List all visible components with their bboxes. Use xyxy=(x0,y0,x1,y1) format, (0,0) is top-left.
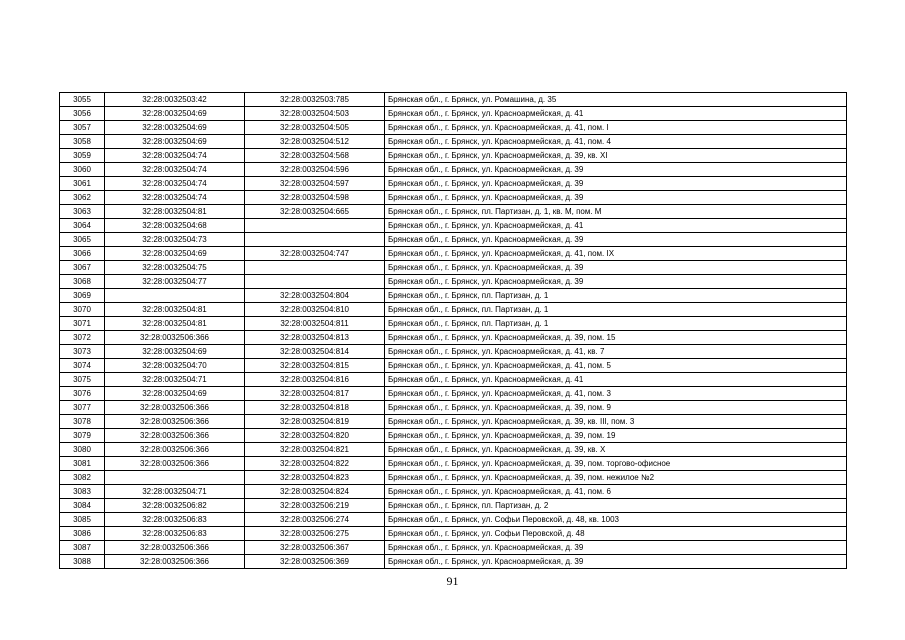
cadastral-number-cell: 32:28:0032504:512 xyxy=(245,135,385,149)
address-cell: Брянская обл., г. Брянск, пл. Партизан, д. 1, кв. М, пом. М xyxy=(385,205,847,219)
row-number-cell: 3063 xyxy=(60,205,105,219)
parent-cadastral-number-cell: 32:28:0032506:366 xyxy=(105,429,245,443)
address-cell: Брянская обл., г. Брянск, ул. Красноармейская, д. 41, пом. 3 xyxy=(385,387,847,401)
table-body xyxy=(60,93,847,569)
parent-cadastral-number-cell: 32:28:0032506:82 xyxy=(105,499,245,513)
table-row xyxy=(60,121,847,135)
row-number-cell: 3088 xyxy=(60,555,105,569)
address-cell: Брянская обл., г. Брянск, пл. Партизан, д. 1 xyxy=(385,289,847,303)
row-number-cell: 3077 xyxy=(60,401,105,415)
parent-cadastral-number-cell: 32:28:0032503:42 xyxy=(105,93,245,107)
table-row xyxy=(60,345,847,359)
cadastral-number-cell xyxy=(245,219,385,233)
parent-cadastral-number-cell: 32:28:0032504:77 xyxy=(105,275,245,289)
parent-cadastral-number-cell: 32:28:0032504:69 xyxy=(105,387,245,401)
row-number-cell: 3073 xyxy=(60,345,105,359)
row-number-cell: 3059 xyxy=(60,149,105,163)
table-row xyxy=(60,499,847,513)
cadastral-number-cell: 32:28:0032503:785 xyxy=(245,93,385,107)
row-number-cell: 3081 xyxy=(60,457,105,471)
table-row xyxy=(60,373,847,387)
row-number-cell: 3082 xyxy=(60,471,105,485)
cadastral-number-cell: 32:28:0032506:275 xyxy=(245,527,385,541)
cadastral-number-cell: 32:28:0032506:367 xyxy=(245,541,385,555)
parent-cadastral-number-cell: 32:28:0032504:69 xyxy=(105,135,245,149)
parent-cadastral-number-cell: 32:28:0032506:366 xyxy=(105,401,245,415)
row-number-cell: 3087 xyxy=(60,541,105,555)
cadastral-registry-table xyxy=(59,92,847,569)
row-number-cell: 3061 xyxy=(60,177,105,191)
cadastral-number-cell: 32:28:0032504:824 xyxy=(245,485,385,499)
address-cell: Брянская обл., г. Брянск, ул. Красноармейская, д. 39 xyxy=(385,163,847,177)
table-row xyxy=(60,247,847,261)
row-number-cell: 3068 xyxy=(60,275,105,289)
address-cell: Брянская обл., г. Брянск, ул. Красноармейская, д. 39, кв. X xyxy=(385,443,847,457)
page-number: 91 xyxy=(446,574,459,588)
table-row xyxy=(60,457,847,471)
cadastral-number-cell: 32:28:0032504:804 xyxy=(245,289,385,303)
table-row xyxy=(60,527,847,541)
address-cell: Брянская обл., г. Брянск, ул. Красноармейская, д. 41 xyxy=(385,107,847,121)
parent-cadastral-number-cell: 32:28:0032504:74 xyxy=(105,163,245,177)
cadastral-number-cell: 32:28:0032506:274 xyxy=(245,513,385,527)
row-number-cell: 3083 xyxy=(60,485,105,499)
cadastral-number-cell: 32:28:0032504:747 xyxy=(245,247,385,261)
address-cell: Брянская обл., г. Брянск, ул. Красноармейская, д. 39 xyxy=(385,275,847,289)
cadastral-number-cell: 32:28:0032504:598 xyxy=(245,191,385,205)
parent-cadastral-number-cell: 32:28:0032506:366 xyxy=(105,555,245,569)
cadastral-number-cell: 32:28:0032504:665 xyxy=(245,205,385,219)
table-row xyxy=(60,93,847,107)
parent-cadastral-number-cell: 32:28:0032504:69 xyxy=(105,107,245,121)
address-cell: Брянская обл., г. Брянск, ул. Красноармейская, д. 41, пом. I xyxy=(385,121,847,135)
cadastral-number-cell: 32:28:0032504:503 xyxy=(245,107,385,121)
parent-cadastral-number-cell: 32:28:0032506:83 xyxy=(105,513,245,527)
row-number-cell: 3071 xyxy=(60,317,105,331)
cadastral-number-cell: 32:28:0032504:818 xyxy=(245,401,385,415)
cadastral-number-cell: 32:28:0032504:597 xyxy=(245,177,385,191)
address-cell: Брянская обл., г. Брянск, ул. Красноармейская, д. 39 xyxy=(385,233,847,247)
row-number-cell: 3058 xyxy=(60,135,105,149)
row-number-cell: 3075 xyxy=(60,373,105,387)
row-number-cell: 3085 xyxy=(60,513,105,527)
address-cell: Брянская обл., г. Брянск, ул. Красноармейская, д. 41, пом. IX xyxy=(385,247,847,261)
address-cell: Брянская обл., г. Брянск, ул. Красноармейская, д. 41 xyxy=(385,219,847,233)
address-cell: Брянская обл., г. Брянск, пл. Партизан, д. 2 xyxy=(385,499,847,513)
address-cell: Брянская обл., г. Брянск, ул. Красноармейская, д. 39 xyxy=(385,191,847,205)
table-row xyxy=(60,317,847,331)
parent-cadastral-number-cell: 32:28:0032504:81 xyxy=(105,205,245,219)
address-cell: Брянская обл., г. Брянск, ул. Красноармейская, д. 39, пом. торгово-офисное xyxy=(385,457,847,471)
address-cell: Брянская обл., г. Брянск, ул. Софьи Перовской, д. 48, кв. 1003 xyxy=(385,513,847,527)
table-row xyxy=(60,513,847,527)
parent-cadastral-number-cell: 32:28:0032504:69 xyxy=(105,345,245,359)
parent-cadastral-number-cell: 32:28:0032506:366 xyxy=(105,457,245,471)
cadastral-number-cell: 32:28:0032504:822 xyxy=(245,457,385,471)
row-number-cell: 3074 xyxy=(60,359,105,373)
cadastral-number-cell xyxy=(245,233,385,247)
address-cell: Брянская обл., г. Брянск, ул. Ромашина, д. 35 xyxy=(385,93,847,107)
table-row xyxy=(60,205,847,219)
address-cell: Брянская обл., г. Брянск, ул. Красноармейская, д. 39 xyxy=(385,261,847,275)
row-number-cell: 3072 xyxy=(60,331,105,345)
cadastral-number-cell: 32:28:0032504:823 xyxy=(245,471,385,485)
cadastral-number-cell: 32:28:0032504:815 xyxy=(245,359,385,373)
table-row xyxy=(60,429,847,443)
row-number-cell: 3057 xyxy=(60,121,105,135)
table-row xyxy=(60,289,847,303)
parent-cadastral-number-cell: 32:28:0032504:68 xyxy=(105,219,245,233)
address-cell: Брянская обл., г. Брянск, ул. Красноармейская, д. 39, пом. 9 xyxy=(385,401,847,415)
parent-cadastral-number-cell: 32:28:0032504:74 xyxy=(105,149,245,163)
parent-cadastral-number-cell: 32:28:0032506:366 xyxy=(105,331,245,345)
cadastral-number-cell: 32:28:0032504:810 xyxy=(245,303,385,317)
cadastral-number-cell: 32:28:0032506:219 xyxy=(245,499,385,513)
table-row xyxy=(60,331,847,345)
table-row xyxy=(60,135,847,149)
row-number-cell: 3067 xyxy=(60,261,105,275)
cadastral-number-cell: 32:28:0032504:811 xyxy=(245,317,385,331)
parent-cadastral-number-cell xyxy=(105,289,245,303)
table-row xyxy=(60,443,847,457)
parent-cadastral-number-cell: 32:28:0032504:74 xyxy=(105,177,245,191)
cadastral-number-cell: 32:28:0032504:821 xyxy=(245,443,385,457)
table-row xyxy=(60,359,847,373)
parent-cadastral-number-cell: 32:28:0032504:81 xyxy=(105,317,245,331)
row-number-cell: 3079 xyxy=(60,429,105,443)
address-cell: Брянская обл., г. Брянск, ул. Красноармейская, д. 39, пом. 15 xyxy=(385,331,847,345)
row-number-cell: 3078 xyxy=(60,415,105,429)
table-row xyxy=(60,149,847,163)
table-row xyxy=(60,107,847,121)
parent-cadastral-number-cell xyxy=(105,471,245,485)
address-cell: Брянская обл., г. Брянск, ул. Красноармейская, д. 41, пом. 4 xyxy=(385,135,847,149)
row-number-cell: 3069 xyxy=(60,289,105,303)
cadastral-number-cell: 32:28:0032504:596 xyxy=(245,163,385,177)
cadastral-number-cell: 32:28:0032504:820 xyxy=(245,429,385,443)
row-number-cell: 3070 xyxy=(60,303,105,317)
table-row xyxy=(60,471,847,485)
parent-cadastral-number-cell: 32:28:0032504:75 xyxy=(105,261,245,275)
row-number-cell: 3086 xyxy=(60,527,105,541)
cadastral-number-cell: 32:28:0032506:369 xyxy=(245,555,385,569)
row-number-cell: 3060 xyxy=(60,163,105,177)
parent-cadastral-number-cell: 32:28:0032504:81 xyxy=(105,303,245,317)
parent-cadastral-number-cell: 32:28:0032506:83 xyxy=(105,527,245,541)
address-cell: Брянская обл., г. Брянск, ул. Красноармейская, д. 41, пом. 5 xyxy=(385,359,847,373)
address-cell: Брянская обл., г. Брянск, ул. Красноармейская, д. 39, кв. XI xyxy=(385,149,847,163)
parent-cadastral-number-cell: 32:28:0032504:71 xyxy=(105,485,245,499)
table-row xyxy=(60,485,847,499)
table-row xyxy=(60,387,847,401)
parent-cadastral-number-cell: 32:28:0032506:366 xyxy=(105,415,245,429)
table-row xyxy=(60,303,847,317)
table-row xyxy=(60,415,847,429)
table-row xyxy=(60,219,847,233)
row-number-cell: 3084 xyxy=(60,499,105,513)
address-cell: Брянская обл., г. Брянск, ул. Красноармейская, д. 39 xyxy=(385,555,847,569)
row-number-cell: 3065 xyxy=(60,233,105,247)
address-cell: Брянская обл., г. Брянск, ул. Софьи Перовской, д. 48 xyxy=(385,527,847,541)
row-number-cell: 3064 xyxy=(60,219,105,233)
address-cell: Брянская обл., г. Брянск, ул. Красноармейская, д. 39, пом. нежилое №2 xyxy=(385,471,847,485)
cadastral-number-cell: 32:28:0032504:813 xyxy=(245,331,385,345)
cadastral-number-cell: 32:28:0032504:568 xyxy=(245,149,385,163)
parent-cadastral-number-cell: 32:28:0032506:366 xyxy=(105,541,245,555)
row-number-cell: 3076 xyxy=(60,387,105,401)
cadastral-number-cell: 32:28:0032504:814 xyxy=(245,345,385,359)
cadastral-number-cell xyxy=(245,261,385,275)
table-row xyxy=(60,555,847,569)
row-number-cell: 3056 xyxy=(60,107,105,121)
address-cell: Брянская обл., г. Брянск, ул. Красноармейская, д. 39, кв. III, пом. 3 xyxy=(385,415,847,429)
cadastral-number-cell xyxy=(245,275,385,289)
table-row xyxy=(60,541,847,555)
table-row xyxy=(60,163,847,177)
parent-cadastral-number-cell: 32:28:0032504:74 xyxy=(105,191,245,205)
address-cell: Брянская обл., г. Брянск, ул. Красноармейская, д. 41, кв. 7 xyxy=(385,345,847,359)
table-row xyxy=(60,275,847,289)
address-cell: Брянская обл., г. Брянск, ул. Красноармейская, д. 39 xyxy=(385,177,847,191)
table-row xyxy=(60,401,847,415)
address-cell: Брянская обл., г. Брянск, ул. Красноармейская, д. 41 xyxy=(385,373,847,387)
row-number-cell: 3062 xyxy=(60,191,105,205)
address-cell: Брянская обл., г. Брянск, ул. Красноармейская, д. 39 xyxy=(385,541,847,555)
cadastral-number-cell: 32:28:0032504:819 xyxy=(245,415,385,429)
address-cell: Брянская обл., г. Брянск, пл. Партизан, д. 1 xyxy=(385,317,847,331)
table-row xyxy=(60,191,847,205)
row-number-cell: 3066 xyxy=(60,247,105,261)
row-number-cell: 3080 xyxy=(60,443,105,457)
cadastral-number-cell: 32:28:0032504:816 xyxy=(245,373,385,387)
table-row xyxy=(60,233,847,247)
parent-cadastral-number-cell: 32:28:0032504:69 xyxy=(105,247,245,261)
address-cell: Брянская обл., г. Брянск, ул. Красноармейская, д. 39, пом. 19 xyxy=(385,429,847,443)
cadastral-number-cell: 32:28:0032504:505 xyxy=(245,121,385,135)
address-cell: Брянская обл., г. Брянск, пл. Партизан, д. 1 xyxy=(385,303,847,317)
parent-cadastral-number-cell: 32:28:0032504:71 xyxy=(105,373,245,387)
cadastral-number-cell: 32:28:0032504:817 xyxy=(245,387,385,401)
table-row xyxy=(60,261,847,275)
parent-cadastral-number-cell: 32:28:0032504:70 xyxy=(105,359,245,373)
row-number-cell: 3055 xyxy=(60,93,105,107)
table-row xyxy=(60,177,847,191)
parent-cadastral-number-cell: 32:28:0032506:366 xyxy=(105,443,245,457)
address-cell: Брянская обл., г. Брянск, ул. Красноармейская, д. 41, пом. 6 xyxy=(385,485,847,499)
parent-cadastral-number-cell: 32:28:0032504:73 xyxy=(105,233,245,247)
parent-cadastral-number-cell: 32:28:0032504:69 xyxy=(105,121,245,135)
